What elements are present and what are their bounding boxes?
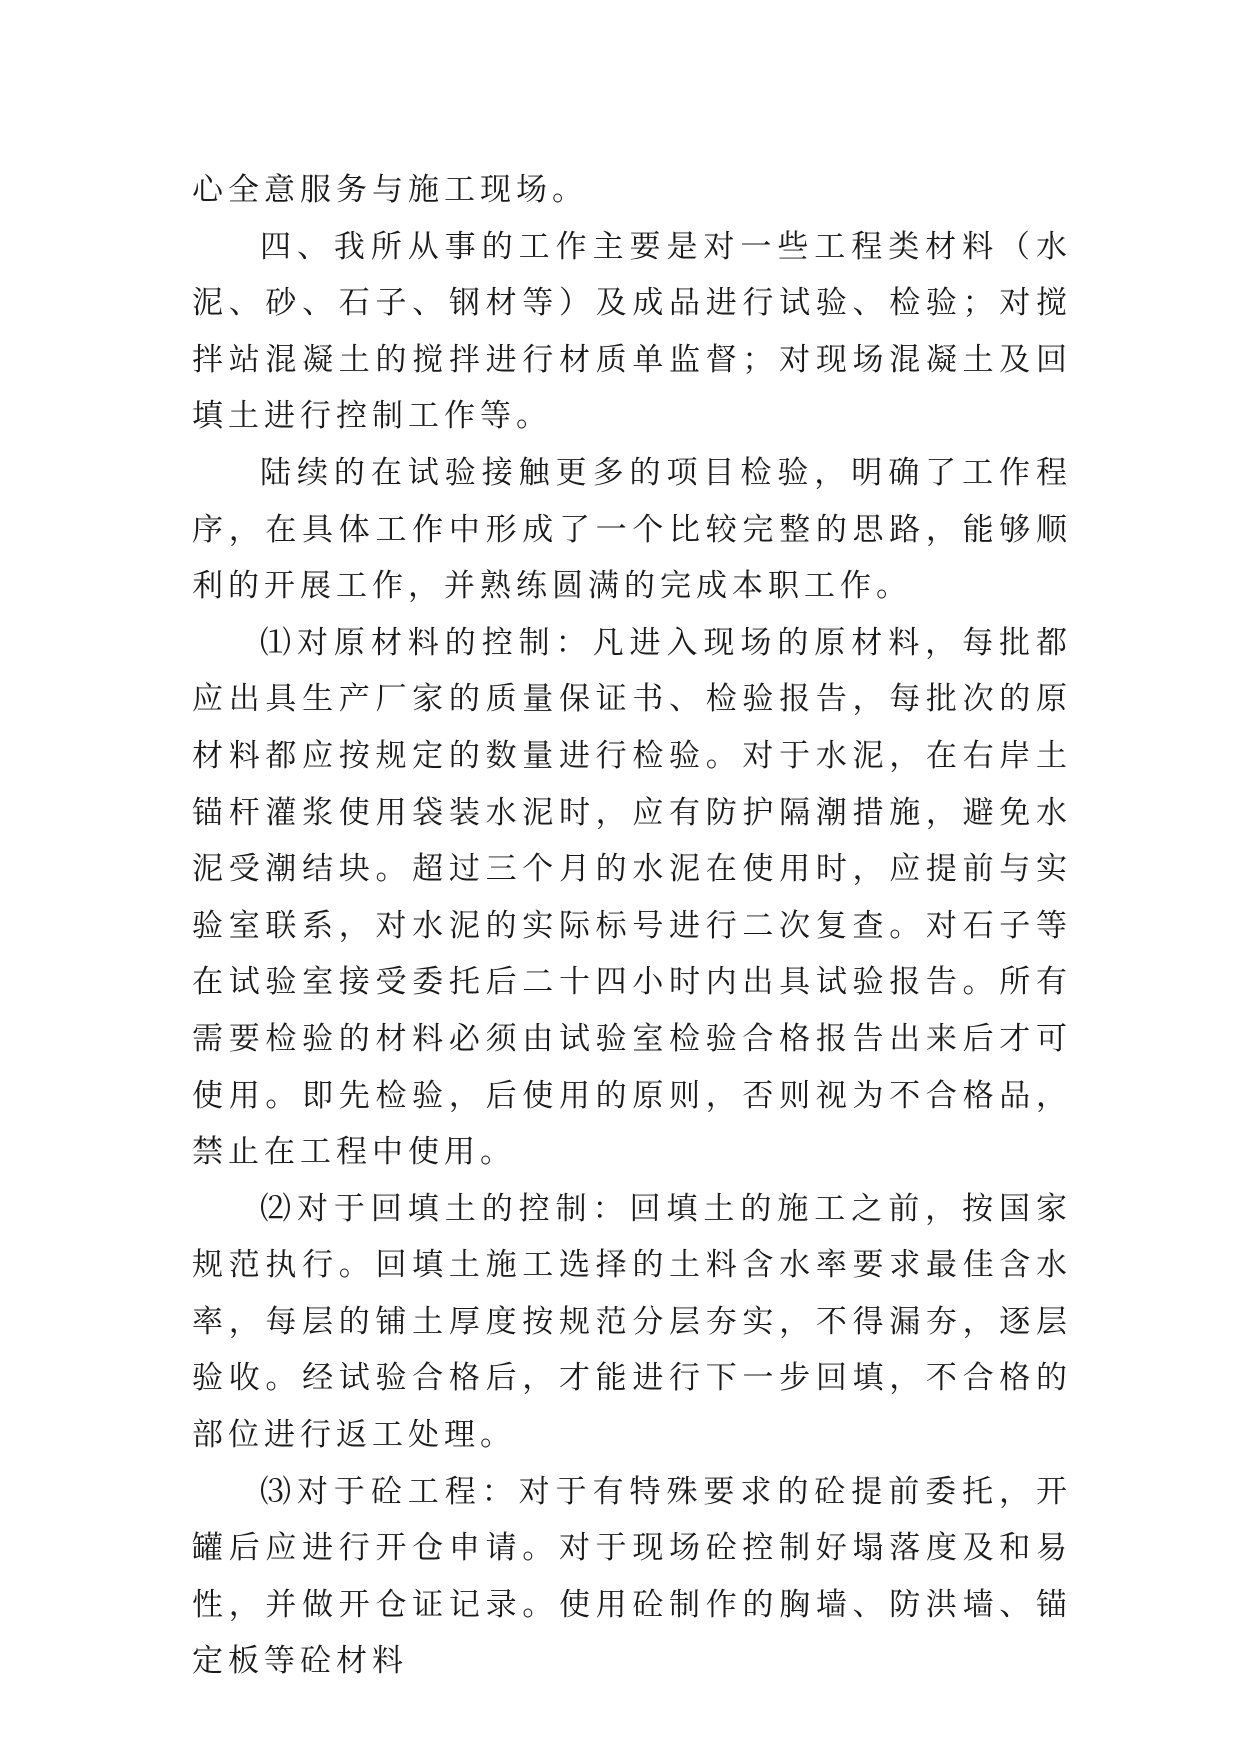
paragraph-concrete-works: ⑶对于砼工程：对于有特殊要求的砼提前委托，开罐后应进行开仓申请。对于现场砼控制好塌落度及和易性，并做开仓证记录。使用砼制作的胸墙、防洪墙、锚定板等砼材料: [192, 1473, 1072, 1680]
paragraph-work-scope: 四、我所从事的工作主要是对一些工程类材料（水泥、砂、石子、钢材等）及成品进行试验、检验；对搅拌站混凝土的搅拌进行材质单监督；对现场混凝土及回填土进行控制工作等。: [192, 228, 1072, 435]
paragraph-service-continuation: 心全意服务与施工现场。: [192, 172, 588, 208]
paragraph-raw-material-control: ⑴对原材料的控制：凡进入现场的原材料，每批都应出具生产厂家的质量保证书、检验报告，每批次的原材料都应按规定的数量进行检验。对于水泥，在右岸土锚杆灌浆使用袋装水泥时，应有防护隔潮措施，避免水泥受潮结块。超过三个月的水泥在使用时，应提前与实验室联系，对水泥的实际标号进行二次复查。对石子等在试验室接受委托后二十四小时内出具试验报告。所有需要检验的材料必须由试验室检验合格报告出来后才可使用。即先检验，后使用的原则，否则视为不合格品，禁止在工程中使用。: [192, 624, 1072, 1171]
paragraph-backfill-control: ⑵对于回填土的控制：回填土的施工之前，按国家规范执行。回填土施工选择的土料含水率要求最佳含水率，每层的铺土厚度按规范分层夯实，不得漏夯，逐层验收。经试验合格后，才能进行下一步回填，不合格的部位进行返工处理。: [192, 1190, 1072, 1454]
document-body: [192, 162, 1072, 1690]
paragraph-work-progress: 陆续的在试验接触更多的项目检验，明确了工作程序，在具体工作中形成了一个比较完整的思路，能够顺利的开展工作，并熟练圆满的完成本职工作。: [192, 454, 1072, 605]
